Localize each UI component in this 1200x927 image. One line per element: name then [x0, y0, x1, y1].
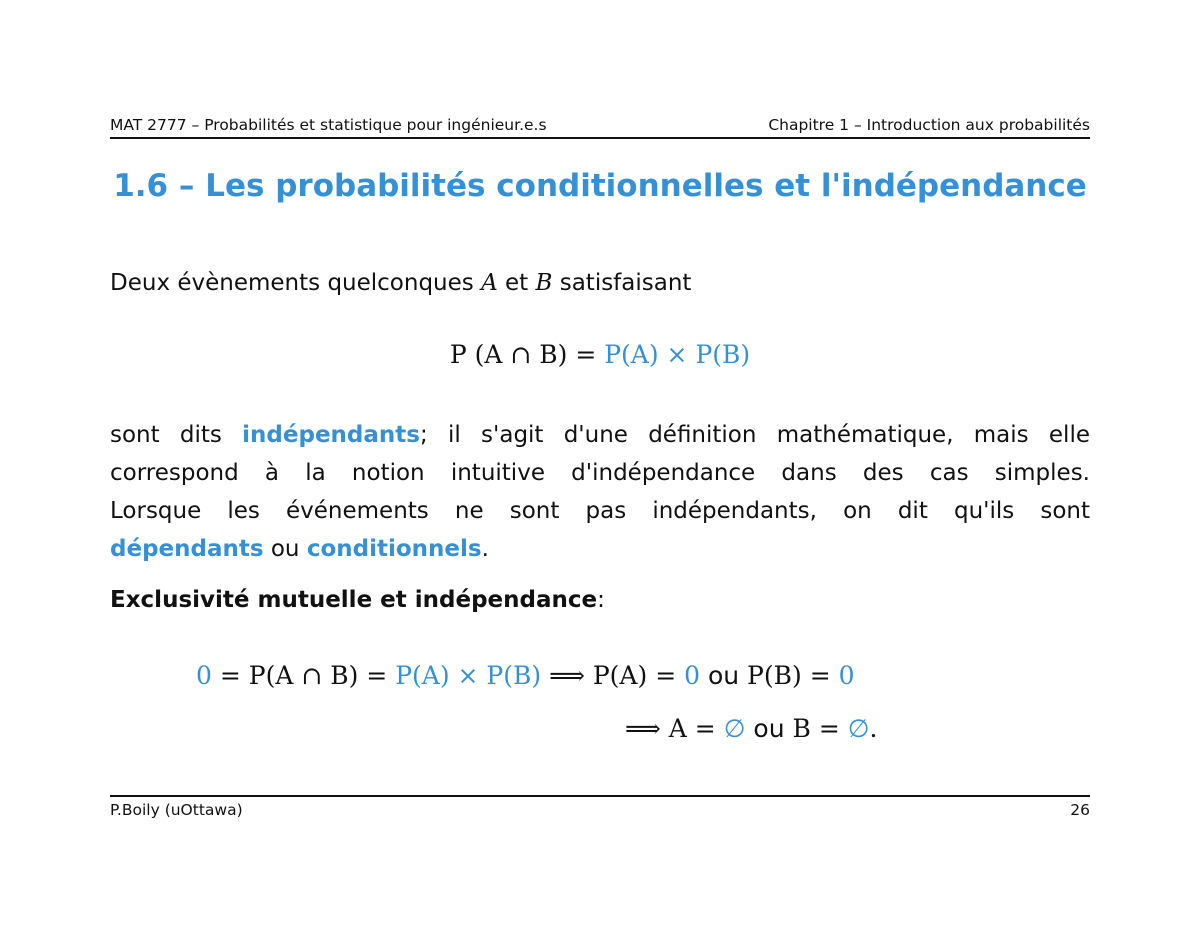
paragraph-line-4 — [110, 530, 1090, 568]
chapter-title: Chapitre 1 – Introduction aux probabilités — [768, 116, 1090, 134]
subheading-colon: : — [597, 587, 605, 613]
event-b-symbol: B — [535, 270, 553, 296]
paragraph-text: ou — [263, 536, 307, 562]
course-title: MAT 2777 – Probabilités et statistique pour ingénieur.e.s — [110, 116, 547, 134]
eq-implies-a: ⟹ A = — [625, 714, 724, 743]
term-conditionnels: conditionnels — [306, 536, 482, 562]
equation-lhs: P (A ∩ B) = — [449, 340, 605, 369]
eq-zero: 0 — [196, 661, 212, 690]
intro-text-before: Deux évènements quelconques — [110, 270, 482, 296]
footer-author: P.Boily (uOttawa) — [110, 801, 243, 819]
eq-b: B = — [792, 714, 848, 743]
slide-header — [110, 116, 1090, 138]
header-divider — [110, 137, 1090, 139]
eq-implies-pa: ⟹ P(A) = — [541, 661, 685, 690]
paragraph-text: sont dits — [110, 422, 243, 448]
event-a-symbol: A — [481, 270, 498, 296]
empty-set-symbol: ∅ — [723, 714, 746, 743]
term-independants: indépendants — [242, 422, 420, 448]
subheading-label: Exclusivité mutuelle et indépendance — [110, 587, 598, 613]
paragraph-line-1 — [110, 416, 1090, 454]
intro-text-and: et — [497, 270, 536, 296]
equation-rhs-product: P(A) × P(B) — [604, 340, 751, 369]
eq-period: . — [869, 714, 878, 743]
definition-paragraph — [110, 416, 1090, 568]
paragraph-line-3: Lorsque les événements ne sont pas indépendants, on dit qu'ils sont — [110, 498, 1090, 524]
eq-zero: 0 — [838, 661, 855, 690]
page-number: 26 — [1070, 801, 1090, 819]
paragraph-text: ; il s'agit d'une définition mathématique, mais elle — [419, 422, 1090, 448]
paragraph-text: . — [481, 536, 489, 562]
footer-divider — [110, 795, 1090, 797]
paragraph-line-2: correspond à la notion intuitive d'indépendance dans des cas simples. — [110, 460, 1090, 486]
eq-pb: P(B) = — [747, 661, 839, 690]
slide-title: 1.6 – Les probabilités conditionnelles et l'indépendance — [113, 168, 1087, 204]
eq-product: P(A) × P(B) — [395, 661, 542, 690]
intro-sentence — [110, 270, 691, 296]
eq-ou: ou — [700, 661, 748, 690]
eq-intersection: = P(A ∩ B) = — [211, 661, 396, 690]
eq-ou: ou — [745, 714, 793, 743]
empty-set-equation — [625, 714, 877, 743]
exclusivity-equation — [196, 661, 855, 690]
intro-text-after: satisfaisant — [552, 270, 692, 296]
independence-equation — [0, 340, 1200, 369]
subheading — [110, 587, 605, 613]
term-dependants: dépendants — [110, 536, 264, 562]
eq-zero: 0 — [684, 661, 700, 690]
empty-set-symbol: ∅ — [847, 714, 870, 743]
